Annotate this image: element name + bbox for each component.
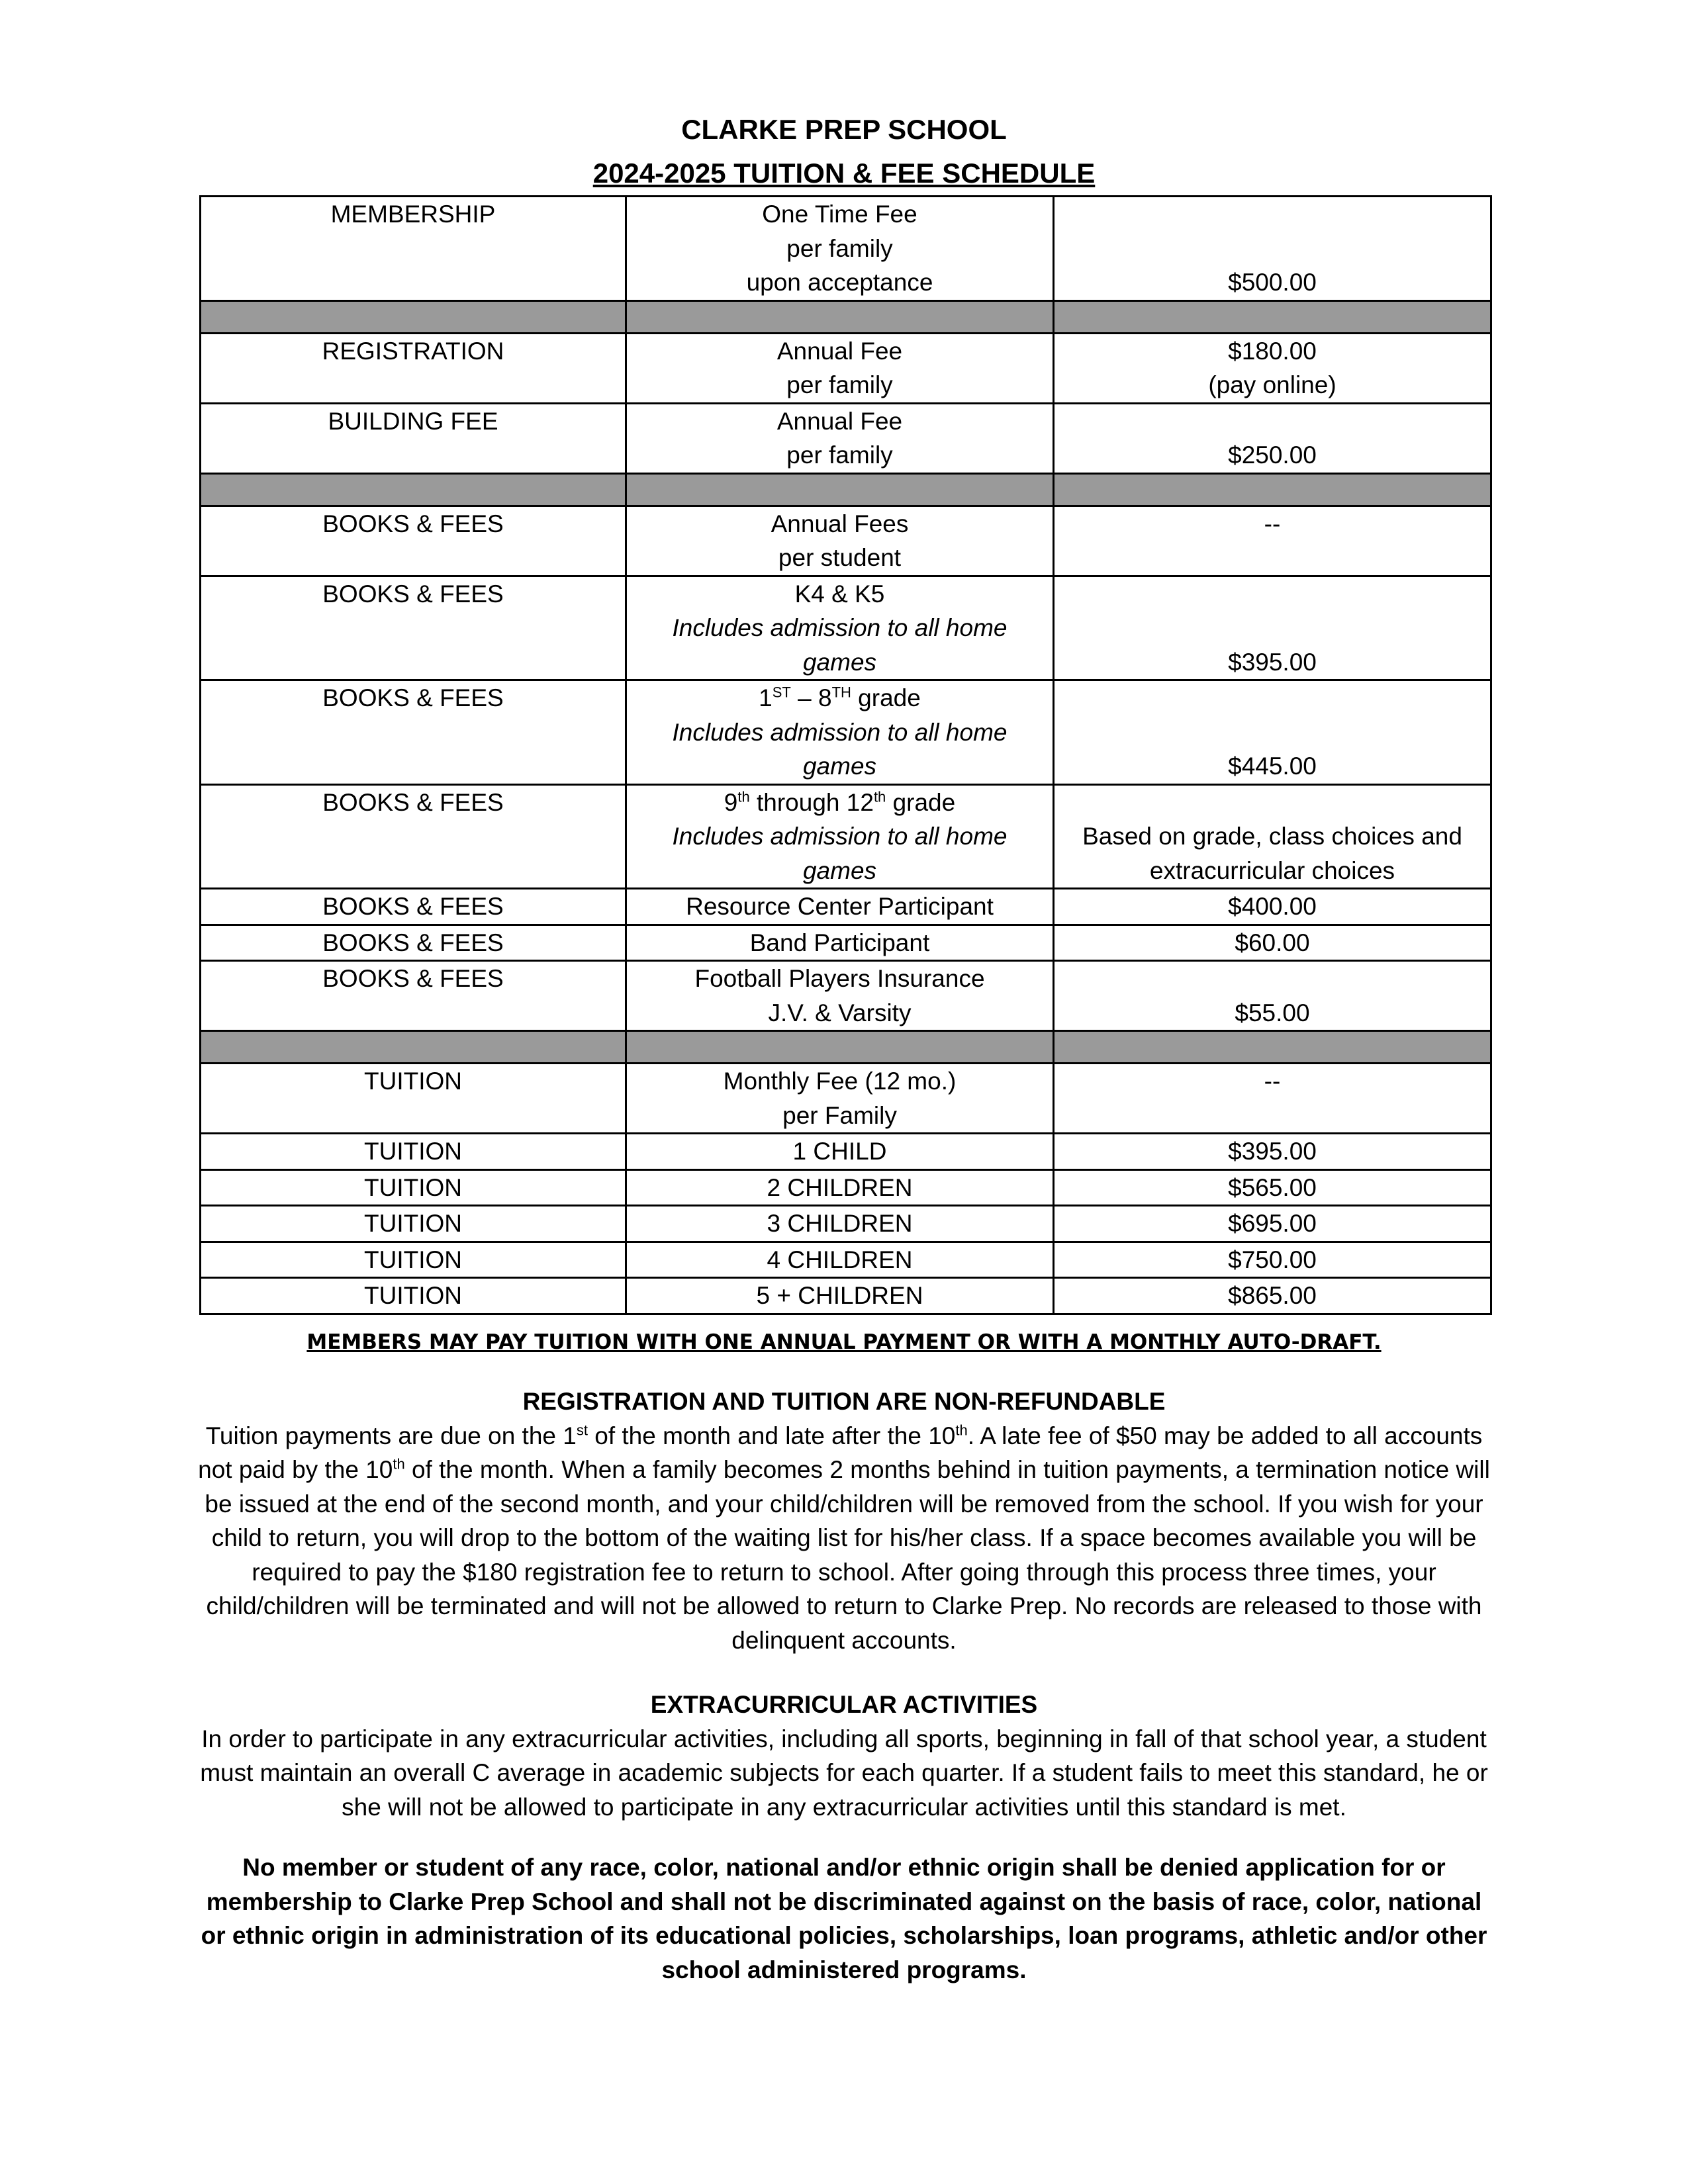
category-cell: BOOKS & FEES — [201, 576, 626, 680]
amount-cell: -- — [1054, 1064, 1491, 1134]
desc-line: Annual Fee — [776, 407, 903, 435]
desc-line: games — [802, 856, 877, 884]
table-row-tuition — [201, 1134, 1491, 1170]
table-row-membership — [201, 197, 1491, 301]
amount-cell: $750.00 — [1054, 1242, 1491, 1278]
category-cell: TUITION — [201, 1242, 626, 1278]
table-row-tuition — [201, 1278, 1491, 1314]
amount-cell: $60.00 — [1054, 925, 1491, 961]
desc-line: J.V. & Varsity — [768, 999, 912, 1026]
grade-line: 1ST – 8TH grade — [759, 684, 921, 711]
amount-cell: -- — [1054, 506, 1491, 576]
separator-row — [201, 473, 1491, 506]
category-cell: BUILDING FEE — [201, 403, 626, 473]
table-row-registration — [201, 333, 1491, 403]
school-title: CLARKE PREP SCHOOL — [681, 114, 1007, 145]
desc-line: per Family — [782, 1101, 897, 1129]
desc-line: per student — [778, 544, 902, 571]
description-cell: Resource Center Participant — [626, 889, 1054, 925]
description-cell — [626, 1064, 1054, 1134]
refund-body: Tuition payments are due on the 1st of the month and late after the 10th. A late fee of $50 may be added to all accounts not paid by the 10th of the month. When a family becomes 2 months behind in tuition payments, a termination notice will be issued at the end of the second month, and your child/children will be removed from the school. If you wish for your child to return, you will drop to the bottom of the waiting list for his/her class. If a space becomes available you will be required to pay the $180 registration fee to return to school. After going through this process three times, your child/children will be terminated and will not be allowed to return to Clarke Prep. No records are released to those with delinquent accounts. — [198, 1422, 1490, 1654]
description-cell: 3 CHILDREN — [626, 1206, 1054, 1242]
amount-cell — [1054, 784, 1491, 889]
desc-line: Includes admission to all home — [672, 718, 1008, 746]
description-cell — [626, 506, 1054, 576]
amount-cell: $400.00 — [1054, 889, 1491, 925]
table-row-books-9-12 — [201, 784, 1491, 889]
category-cell: TUITION — [201, 1169, 626, 1206]
desc-line: Annual Fees — [771, 510, 909, 537]
grade-line: 9th through 12th grade — [724, 788, 956, 816]
category-cell: BOOKS & FEES — [201, 925, 626, 961]
table-row-books-1-8 — [201, 680, 1491, 785]
desc-line: K4 & K5 — [794, 580, 885, 608]
amount-cell: $55.00 — [1054, 961, 1491, 1031]
payment-notice: MEMBERS MAY PAY TUITION WITH ONE ANNUAL PAYMENT OR WITH A MONTHLY AUTO-DRAFT. — [306, 1330, 1382, 1354]
category-cell: BOOKS & FEES — [201, 680, 626, 785]
desc-line: per family — [786, 234, 893, 262]
extracurricular-section — [192, 1688, 1496, 1824]
table-row-books-header — [201, 506, 1491, 576]
refund-policy-section — [192, 1385, 1496, 1657]
description-cell: 2 CHILDREN — [626, 1169, 1054, 1206]
amount-cell — [1054, 333, 1491, 403]
amount-cell: $250.00 — [1054, 403, 1491, 473]
table-row-tuition-header — [201, 1064, 1491, 1134]
description-cell — [626, 576, 1054, 680]
desc-line: Annual Fee — [776, 337, 903, 365]
amount-note: (pay online) — [1208, 371, 1336, 398]
category-cell: TUITION — [201, 1278, 626, 1314]
amount-cell: $500.00 — [1054, 197, 1491, 301]
desc-line: Monthly Fee (12 mo.) — [723, 1068, 957, 1095]
extracurricular-heading: EXTRACURRICULAR ACTIVITIES — [650, 1691, 1038, 1718]
description-cell — [626, 197, 1054, 301]
table-row-tuition — [201, 1242, 1491, 1278]
desc-line: One Time Fee — [762, 201, 917, 228]
category-cell: BOOKS & FEES — [201, 961, 626, 1031]
category-cell: MEMBERSHIP — [201, 197, 626, 301]
desc-line: per family — [786, 441, 893, 469]
separator-row — [201, 1031, 1491, 1064]
description-cell: 5 + CHILDREN — [626, 1278, 1054, 1314]
category-cell: TUITION — [201, 1064, 626, 1134]
amount-cell: $395.00 — [1054, 1134, 1491, 1170]
desc-line: Football Players Insurance — [694, 965, 985, 992]
amount-cell: $445.00 — [1054, 680, 1491, 785]
desc-line: games — [802, 752, 877, 780]
category-cell: TUITION — [201, 1134, 626, 1170]
desc-line: upon acceptance — [746, 269, 933, 296]
desc-line: per family — [786, 371, 893, 398]
separator-row — [201, 300, 1491, 333]
desc-line: games — [802, 648, 877, 676]
table-row-building — [201, 403, 1491, 473]
category-cell: BOOKS & FEES — [201, 506, 626, 576]
amount-cell: $565.00 — [1054, 1169, 1491, 1206]
category-cell: TUITION — [201, 1206, 626, 1242]
table-row-books-resource — [201, 889, 1491, 925]
amount-line: Based on grade, class choices and — [1082, 823, 1462, 850]
description-cell: 1 CHILD — [626, 1134, 1054, 1170]
description-cell — [626, 961, 1054, 1031]
amount-cell: $395.00 — [1054, 576, 1491, 680]
category-cell: REGISTRATION — [201, 333, 626, 403]
category-cell: BOOKS & FEES — [201, 889, 626, 925]
desc-line: Includes admission to all home — [672, 614, 1008, 641]
table-row-books-k — [201, 576, 1491, 680]
amount-cell: $695.00 — [1054, 1206, 1491, 1242]
category-cell: BOOKS & FEES — [201, 784, 626, 889]
description-cell — [626, 680, 1054, 785]
refund-heading: REGISTRATION AND TUITION ARE NON-REFUNDABLE — [522, 1388, 1166, 1415]
table-row-books-football — [201, 961, 1491, 1031]
table-row-books-band — [201, 925, 1491, 961]
description-cell — [626, 403, 1054, 473]
amount-line: extracurricular choices — [1149, 856, 1395, 884]
amount-line: $180.00 — [1228, 337, 1317, 365]
fee-table — [199, 195, 1492, 1315]
description-cell — [626, 333, 1054, 403]
table-row-tuition — [201, 1206, 1491, 1242]
schedule-title: 2024-2025 TUITION & FEE SCHEDULE — [592, 158, 1096, 189]
nondiscrimination-statement: No member or student of any race, color, national and/or ethnic origin shall be denied application for or membership to Clarke Prep School and shall not be discriminated against on the basis of race, color, national or ethnic origin in administration of its educational policies, scholarships, loan programs, athletic and/or other school administered programs. — [201, 1854, 1487, 1983]
amount-cell: $865.00 — [1054, 1278, 1491, 1314]
description-cell — [626, 784, 1054, 889]
description-cell: Band Participant — [626, 925, 1054, 961]
description-cell: 4 CHILDREN — [626, 1242, 1054, 1278]
desc-line: Includes admission to all home — [672, 823, 1008, 850]
table-row-tuition — [201, 1169, 1491, 1206]
extracurricular-body: In order to participate in any extracurricular activities, including all sports, beginning in fall of that school year, a student must maintain an overall C average in academic subjects for each quarter. If a student fails to meet this standard, he or she will not be allowed to participate in any extracurricular activities until this standard is met. — [200, 1725, 1488, 1821]
